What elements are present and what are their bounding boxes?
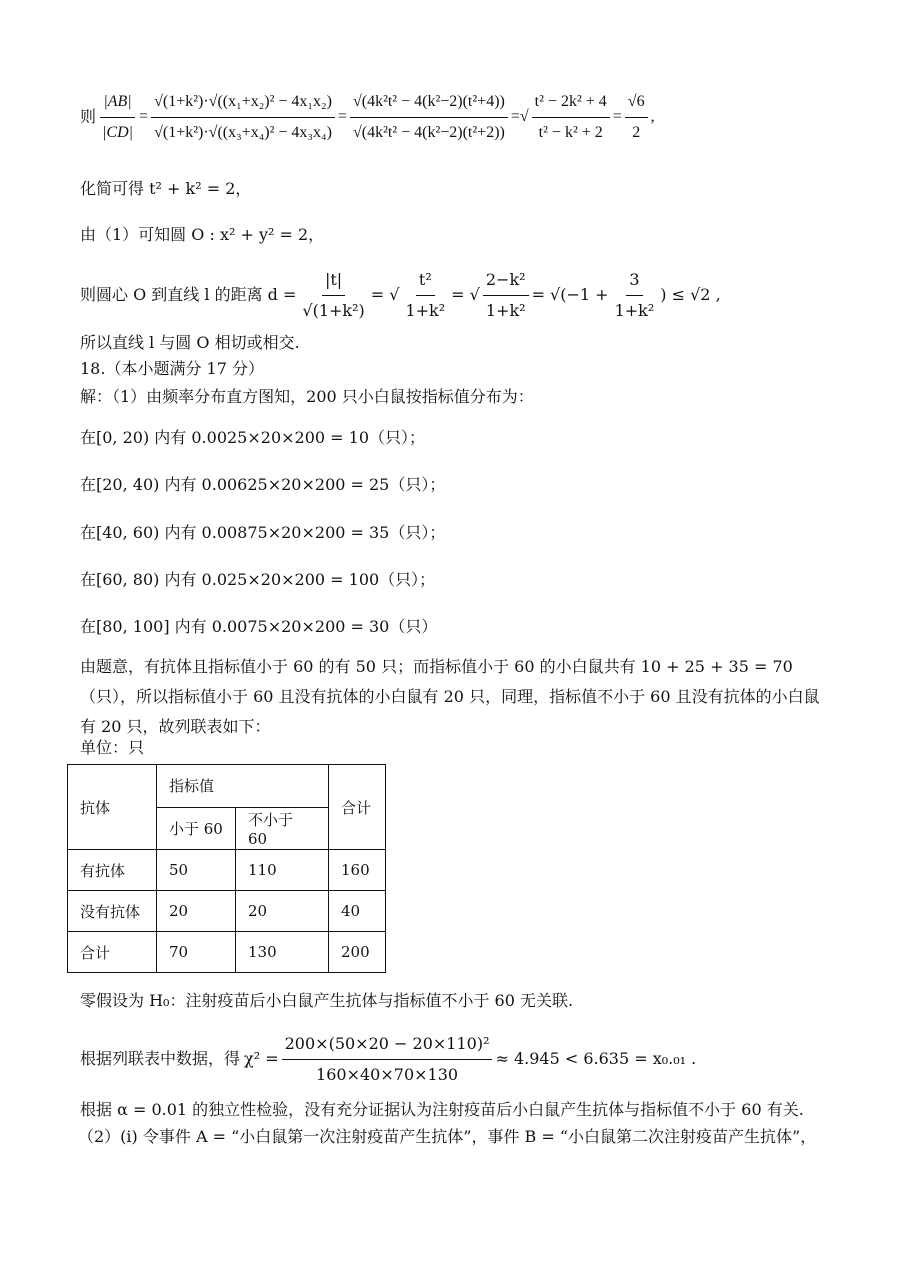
ratio-formula: $\frac{|AB|}{|CD|}$ = $\frac{\text{√(1+k²)·√((x₁+x₂)² − 4x₁x₂)}}{\text{√(1+k²)·√((x₃+x₄)² − 4x₃x₄)}}$ = $\frac{\text{√(4k²t² − 4(k²−2)(t²+4))}}{\text{√(4k²t² − 4(k²−2)(t²+2))}}$ = √ $\frac{\text{t² − 2k² + 4}}{\text{t² − k² + 2}}$ = $\frac{√6}{2}$ , [96, 89, 655, 146]
cell: 50 [157, 850, 236, 891]
dist-0-20: 在[0, 20) 内有 0.0025×20×200 = 10（只）； [80, 428, 426, 447]
solution-intro: 解：（1）由频率分布直方图知，200 只小白鼠按指标值分布为： [80, 387, 534, 406]
header-antibody: 抗体 [68, 765, 157, 850]
dist-20-40: 在[20, 40) 内有 0.00625×20×200 = 25（只）； [80, 475, 446, 494]
null-hypothesis: 零假设为 H₀：注射疫苗后小白鼠产生抗体与指标值不小于 60 无关联. [80, 991, 574, 1010]
ratio-prefix: 则 [80, 107, 97, 126]
table-row [68, 850, 386, 891]
distance-line: 则圆心 O 到直线 l 的距离 d = $\frac{|t|}{\text{√(1+k²)}}$ = √ $\frac{\text{t²}}{\text{1+k²}}$ = √ $\frac{\text{2−k²}}{\text{1+k²}}$ = √(−1 + $\frac{3}{\text{1+k²}}$ ) ≤ √2 , [80, 270, 721, 320]
unit-label: 单位：只 [80, 738, 145, 757]
chi-square-line: 根据列联表中数据，得 χ² = $\frac{\text{200×(50×20 − 20×110)²}}{160\times 40\times 70\times 130}$ ≈ 4.945 < 6.635 = x₀.₀₁ . [80, 1034, 696, 1084]
cell: 20 [236, 891, 329, 932]
cell: 20 [157, 891, 236, 932]
contingency-table [67, 764, 386, 973]
cell: 130 [236, 932, 329, 973]
chi-prefix: 根据列联表中数据，得 [80, 1049, 241, 1068]
dist-80-100: 在[80, 100] 内有 0.0075×20×200 = 30（只） [80, 617, 438, 636]
circle-line: 由（1）可知圆 O : x² + y² = 2， [80, 225, 325, 244]
tangent-conclusion: 所以直线 l 与圆 O 相切或相交. [80, 333, 300, 352]
header-ge60: 不小于 60 [236, 807, 329, 850]
simplify-line: 化简可得 t² + k² = 2， [80, 179, 252, 198]
header-lt60: 小于 60 [157, 807, 236, 850]
analysis-paragraph: 由题意，有抗体且指标值小于 60 的有 50 只；而指标值小于 60 的小白鼠共有 10 + 25 + 35 = 70（只），所以指标值小于 60 且没有抗体的小白鼠有 20 只，同理，指标值不小于 60 且没有抗体的小白鼠有 20 只，故列联表如下： [80, 657, 820, 736]
header-indicator: 指标值 [157, 765, 329, 808]
dist-40-60: 在[40, 60) 内有 0.00875×20×200 = 35（只）； [80, 523, 446, 542]
ratio-formula-line [80, 82, 655, 152]
independence-conclusion: 根据 α = 0.01 的独立性检验，没有充分证据认为注射疫苗后小白鼠产生抗体与指标值不小于 60 有关. [80, 1100, 804, 1119]
cell: 160 [329, 850, 386, 891]
header-total: 合计 [329, 765, 386, 850]
table-row [68, 932, 386, 973]
row-label: 合计 [68, 932, 157, 973]
dist-60-80: 在[60, 80) 内有 0.025×20×200 = 100（只）； [80, 570, 436, 589]
part2-line: （2）(i) 令事件 A = “小白鼠第一次注射疫苗产生抗体”，事件 B = “小白鼠第二次注射疫苗产生抗体”， [78, 1127, 817, 1146]
cell: 200 [329, 932, 386, 973]
row-label: 有抗体 [68, 850, 157, 891]
problem-18-title: 18.（本小题满分 17 分） [80, 359, 264, 378]
cell: 40 [329, 891, 386, 932]
cell: 110 [236, 850, 329, 891]
cell: 70 [157, 932, 236, 973]
table-row [68, 891, 386, 932]
row-label: 没有抗体 [68, 891, 157, 932]
